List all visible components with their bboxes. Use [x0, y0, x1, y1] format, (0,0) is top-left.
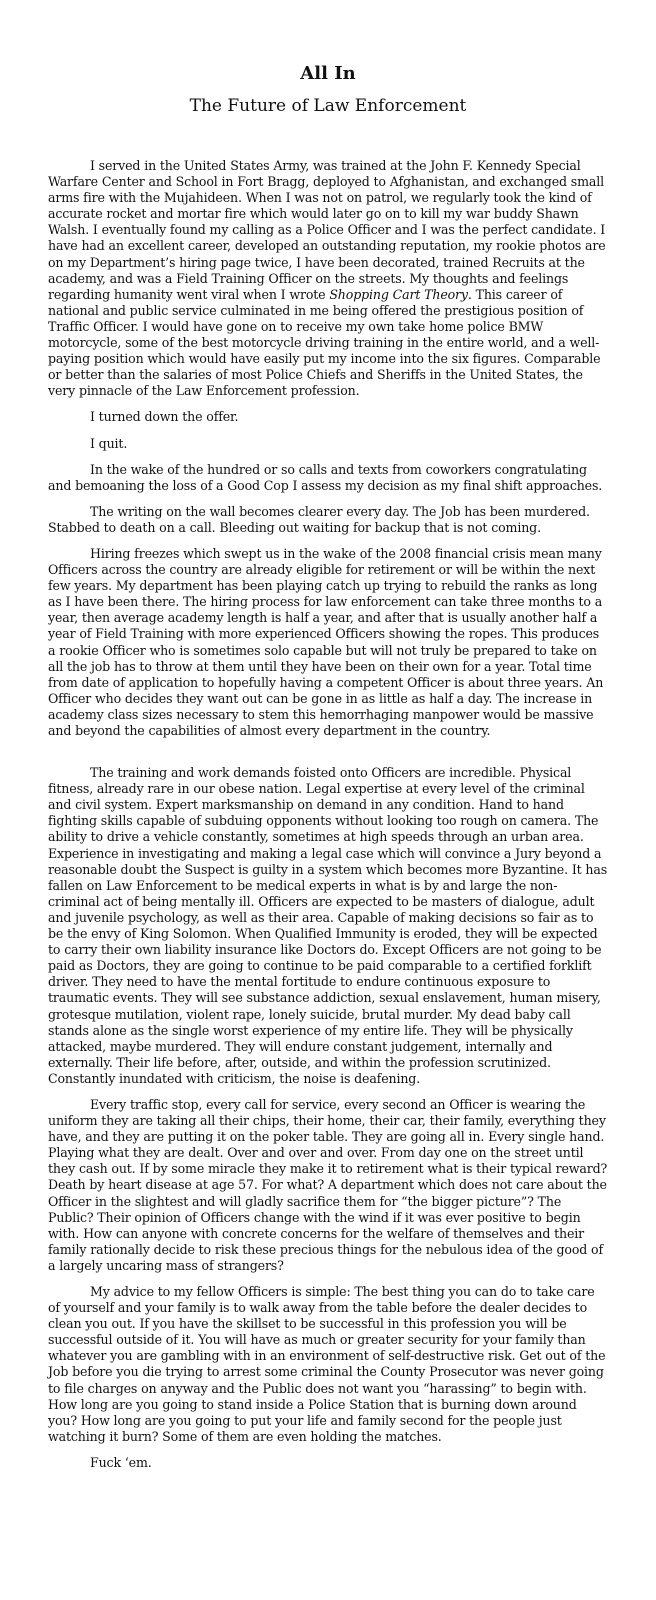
- paragraph: In the wake of the hundred or so calls and texts from coworkers congratulating and bemoaning the loss of a Good Cop I assess my decision as my final shift approaches.: [48, 461, 603, 493]
- paragraph-intro: [48, 158, 608, 399]
- document-title: All In: [300, 63, 356, 84]
- paragraph: Every traffic stop, every call for service, every second an Officer is wearing the uniform they are taking all their chips, their home, their car, their family, everything they have, and they are putting it on the poker table. They are going all in. Every single hand. Playing what they are dealt. Over and over and over. From day one on the street until they cash out. If by some miracle they make it to retirement what is their typical reward? Death by heart disease at age 57. For what? A department which does not care about the Officer in the slightest and will gladly sacrifice them for “the bigger picture”? The Public? Their opinion of Officers change with the wind if it was ever positive to begin with. How can anyone with concrete concerns for the welfare of themselves and their family rationally decide to risk these precious things for the nebulous idea of the good of a largely uncaring mass of strangers?: [48, 1096, 608, 1273]
- paragraph-intro-title: Shopping Cart Theory: [329, 286, 468, 302]
- paragraph-intro-text-end: . This career of national and public service culminated in me being offered the prestigious position of Traffic Officer. I would have gone on to receive my own take home police BMW motorcycle, some of the best motorcycle driving training in the entire world, and a well-paying position which would have easily put my income into the six figures. Comparable or better than the salaries of most Police Chiefs and Sheriffs in the United States, the very pinnacle of the Law Enforcement profession.: [48, 286, 601, 399]
- paragraph: The writing on the wall becomes clearer every day. The Job has been murdered. Stabbed to death on a call. Bleeding out waiting for backup that is not coming.: [48, 503, 590, 535]
- paragraph: I quit.: [90, 435, 128, 451]
- document-body: [48, 158, 608, 1471]
- document-subtitle: The Future of Law Enforcement: [189, 96, 467, 116]
- paragraph: The training and work demands foisted onto Officers are incredible. Physical fitness, already rare in our obese nation. Legal expertise at every level of the criminal and civil system. Expert marksmanship on demand in any condition. Hand to hand fighting skills capable of subduing opponents without looking too rough on camera. The ability to drive a vehicle constantly, sometimes at high speeds through an urban area. Experience in investigating and making a legal case which will convince a Jury beyond a reasonable doubt the Suspect is guilty in a system which becomes more Byzantine. It has fallen on Law Enforcement to be medical experts in what is by and large the non-criminal act of being mentally ill. Officers are expected to be masters of dialogue, adult and juvenile psychology, as well as their area. Capable of making decisions so fair as to be the envy of King Solomon. When Qualified Immunity is eroded, they will be expected to carry their own liability insurance like Doctors do. Except Officers are not going to be paid as Doctors, they are going to continue to be paid comparable to a certified forklift driver. They need to have the mental fortitude to endure continuous exposure to traumatic events. They will see substance addiction, sexual enslavement, human misery, grotesque mutilation, violent rape, lonely suicide, brutal murder. My dead baby call stands alone as the single worst experience of my entire life. They will be physically attacked, maybe murdered. They will endure constant judgement, internally and externally. Their life before, after, outside, and within the profession scrutinized. Constantly inundated with criticism, the noise is deafening.: [48, 765, 608, 1086]
- paragraph-intro-text: I served in the United States Army, was trained at the John F. Kennedy Special Warfare Center and School in Fort Bragg, deployed to Afghanistan, and exchanged small arms fire with the Mujahideen. When I was not on patrol, we regularly took the kind of accurate rocket and mortar fire which would later go on to kill my war buddy Shawn Walsh. I eventually found my calling as a Police Officer and I was the perfect candidate. I have had an excellent career, developed an outstanding reputation, my rookie photos are on my Department’s hiring page twice, I have been decorated, trained Recruits at the academy, and was a Field Training Officer on the streets. My thoughts and feelings regarding humanity went viral when I wrote: [48, 158, 606, 302]
- paragraph: My advice to my fellow Officers is simple: The best thing you can do to take care of yourself and your family is to walk away from the table before the dealer decides to clean you out. If you have the skillset to be successful in this profession you will be successful outside of it. You will have as much or greater security for your family than whatever you are gambling with in an environment of self-destructive risk. Get out of the Job before you die trying to arrest some criminal the County Prosecutor was never going to file charges on anyway and the Public does not want you “harassing” to begin with. How long are you going to stand inside a Police Station that is burning down around you? How long are you going to put your life and family second for the people just watching it burn? Some of them are even holding the matches.: [48, 1284, 606, 1444]
- paragraph: Hiring freezes which swept us in the wake of the 2008 financial crisis mean many Officers across the country are already eligible for retirement or will be within the next few years. My department has been playing catch up trying to rebuild the ranks as long as I have been there. The hiring process for law enforcement can take three months to a year, then average academy length is half a year, and after that is usually another half a year of Field Training with more experienced Officers showing the ropes. This produces a rookie Officer who is sometimes solo capable but will not truly be prepared to take on all the job has to throw at them until they have been on their own for a year. Total time from date of application to hopefully having a competent Officer is about three years. An Officer who decides they want out can be gone in as little as half a day. The increase in academy class sizes necessary to stem this hemorrhaging manpower would be massive and beyond the capabilities of almost every department in the country.: [48, 545, 604, 738]
- paragraph: I turned down the offer.: [90, 409, 239, 425]
- paragraph-closing: Fuck ‘em.: [90, 1454, 152, 1470]
